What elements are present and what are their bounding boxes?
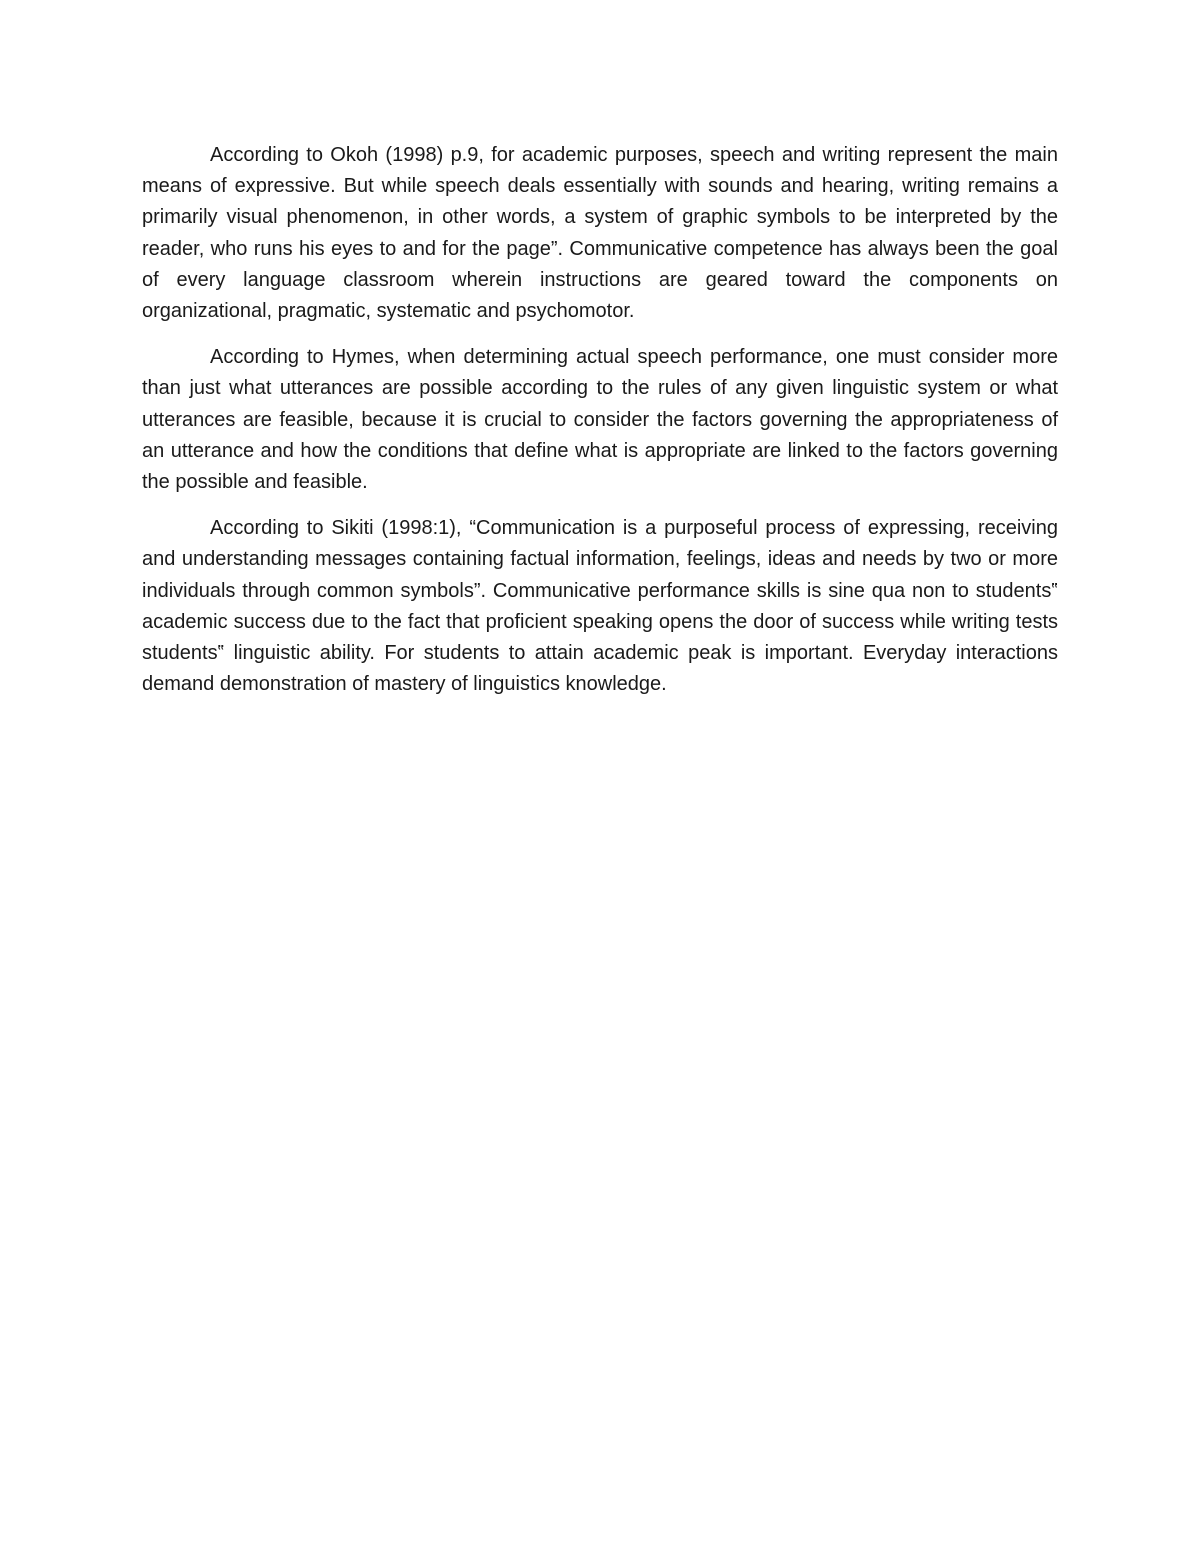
paragraph-hymes: According to Hymes, when determining actual speech performance, one must consider more than just what utterances are possible according to the rules of any given linguistic system or what utterances are feasible, because it is crucial to consider the factors governing the appropriateness of an utterance and how the conditions that define what is appropriate are linked to the factors governing the possible and feasible. <box>142 346 1058 494</box>
paragraph-sikiti: According to Sikiti (1998:1), “Communication is a purposeful process of expressing, receiving and understanding messages containing factual information, feelings, ideas and needs by two or more individuals through common symbols”. Communicative performance skills is sine qua non to students‟ academic success due to the fact that proficient speaking opens the door of success while writing tests students‟ linguistic ability. For students to attain academic peak is important. Everyday interactions demand demonstration of mastery of linguistics knowledge. <box>142 517 1058 696</box>
document-body <box>142 140 1058 715</box>
paragraph-okoh: According to Okoh (1998) p.9, for academic purposes, speech and writing represent the main means of expressive. But while speech deals essentially with sounds and hearing, writing remains a primarily visual phenomenon, in other words, a system of graphic symbols to be interpreted by the reader, who runs his eyes to and for the page”. Communicative competence has always been the goal of every language classroom wherein instructions are geared toward the components on organizational, pragmatic, systematic and psychomotor. <box>142 144 1058 323</box>
